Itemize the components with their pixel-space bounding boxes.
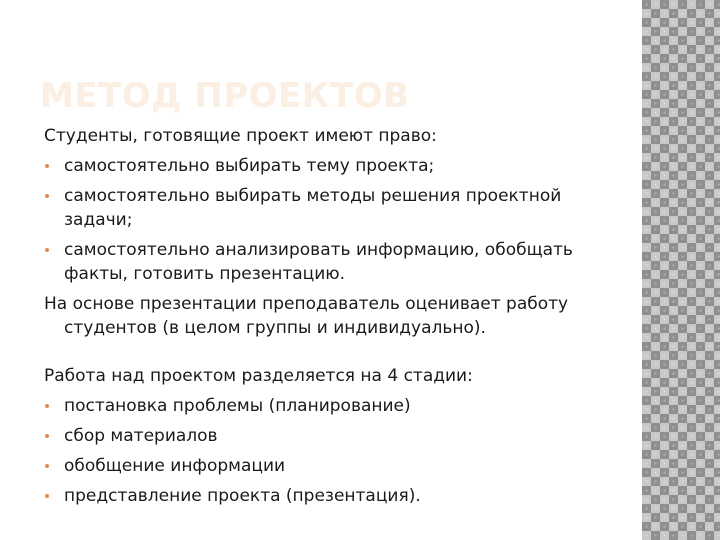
list-item-text: сбор материалов <box>64 426 218 446</box>
list-item-text: представление проекта (презентация). <box>64 486 421 506</box>
list-item <box>44 184 629 232</box>
bullet-icon <box>45 164 49 168</box>
decorative-side-pattern <box>642 0 720 540</box>
stages-intro: Работа над проектом разделяется на 4 стадии: <box>44 366 473 386</box>
list-item <box>44 424 629 448</box>
assessment-text: На основе презентации преподаватель оценивает работу студентов (в целом группы и индивидуально). <box>44 294 569 338</box>
rights-intro: Студенты, готовящие проект имеют право: <box>44 126 437 146</box>
list-item-text: обобщение информации <box>64 456 286 476</box>
bullet-icon <box>45 464 49 468</box>
bullet-icon <box>45 248 49 252</box>
stages-list <box>44 394 629 508</box>
slide-title: МЕТОД ПРОЕКТОВ <box>40 76 410 116</box>
rights-list <box>44 154 629 286</box>
list-item <box>44 154 629 178</box>
list-item <box>44 238 629 286</box>
list-item-text: самостоятельно выбирать методы решения проектной задачи; <box>64 186 562 230</box>
list-item-text: постановка проблемы (планирование) <box>64 396 411 416</box>
list-item <box>44 484 629 508</box>
list-item-text: самостоятельно выбирать тему проекта; <box>64 156 435 176</box>
list-item-text: самостоятельно анализировать информацию, обобщать факты, готовить презентацию. <box>64 240 573 284</box>
list-item <box>44 394 629 418</box>
list-item <box>44 454 629 478</box>
bullet-icon <box>45 434 49 438</box>
slide-body <box>44 124 629 514</box>
bullet-icon <box>45 194 49 198</box>
bullet-icon <box>45 404 49 408</box>
bullet-icon <box>45 494 49 498</box>
